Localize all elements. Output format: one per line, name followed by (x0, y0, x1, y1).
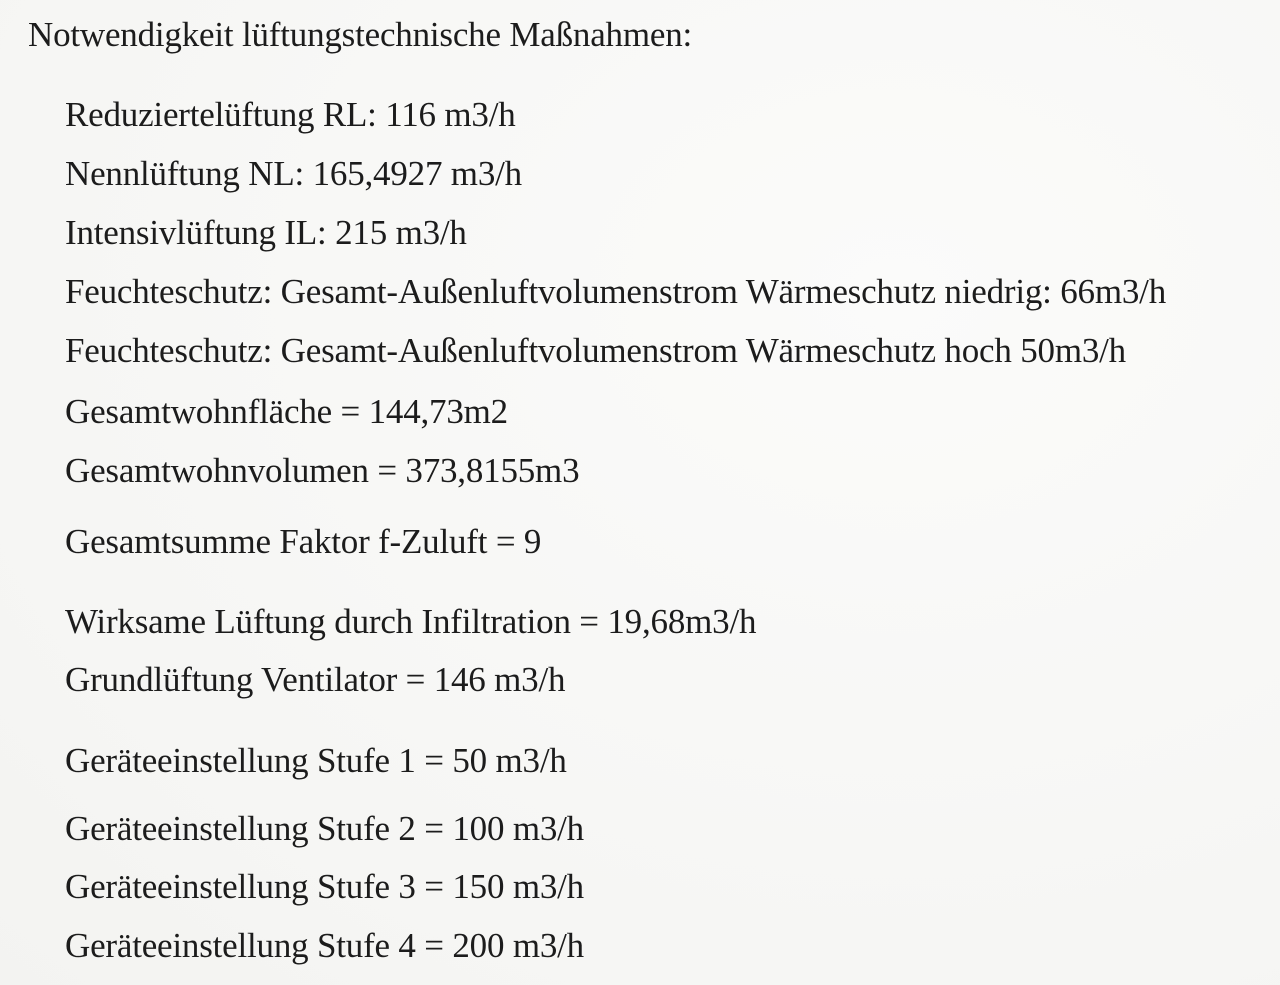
value-faktor-f-zuluft: Gesamtsumme Faktor f-Zuluft = 9 (65, 522, 542, 561)
value-gesamtwohnflaeche: Gesamtwohnfläche = 144,73m2 (65, 392, 508, 431)
value-geraeteeinstellung-stufe-4: Geräteeinstellung Stufe 4 = 200 m3/h (65, 926, 584, 965)
value-grundlueftung-ventilator: Grundlüftung Ventilator = 146 m3/h (65, 660, 566, 699)
value-feuchteschutz-hoch: Feuchteschutz: Gesamt-Außenluftvolumenstrom Wärmeschutz hoch 50m3/h (65, 331, 1126, 370)
value-gesamtwohnvolumen: Gesamtwohnvolumen = 373,8155m3 (65, 451, 580, 490)
document-heading: Notwendigkeit lüftungstechnische Maßnahmen: (28, 15, 693, 54)
value-intensivlueftung: Intensivlüftung IL: 215 m3/h (65, 213, 467, 252)
value-reduzierte-lueftung: Reduziertelüftung RL: 116 m3/h (65, 95, 516, 134)
value-geraeteeinstellung-stufe-1: Geräteeinstellung Stufe 1 = 50 m3/h (65, 741, 567, 780)
value-nennlueftung: Nennlüftung NL: 165,4927 m3/h (65, 154, 522, 193)
value-feuchteschutz-niedrig: Feuchteschutz: Gesamt-Außenluftvolumenstrom Wärmeschutz niedrig: 66m3/h (65, 272, 1166, 311)
value-geraeteeinstellung-stufe-3: Geräteeinstellung Stufe 3 = 150 m3/h (65, 867, 584, 906)
value-infiltration: Wirksame Lüftung durch Infiltration = 19,68m3/h (65, 602, 757, 641)
value-geraeteeinstellung-stufe-2: Geräteeinstellung Stufe 2 = 100 m3/h (65, 809, 584, 848)
